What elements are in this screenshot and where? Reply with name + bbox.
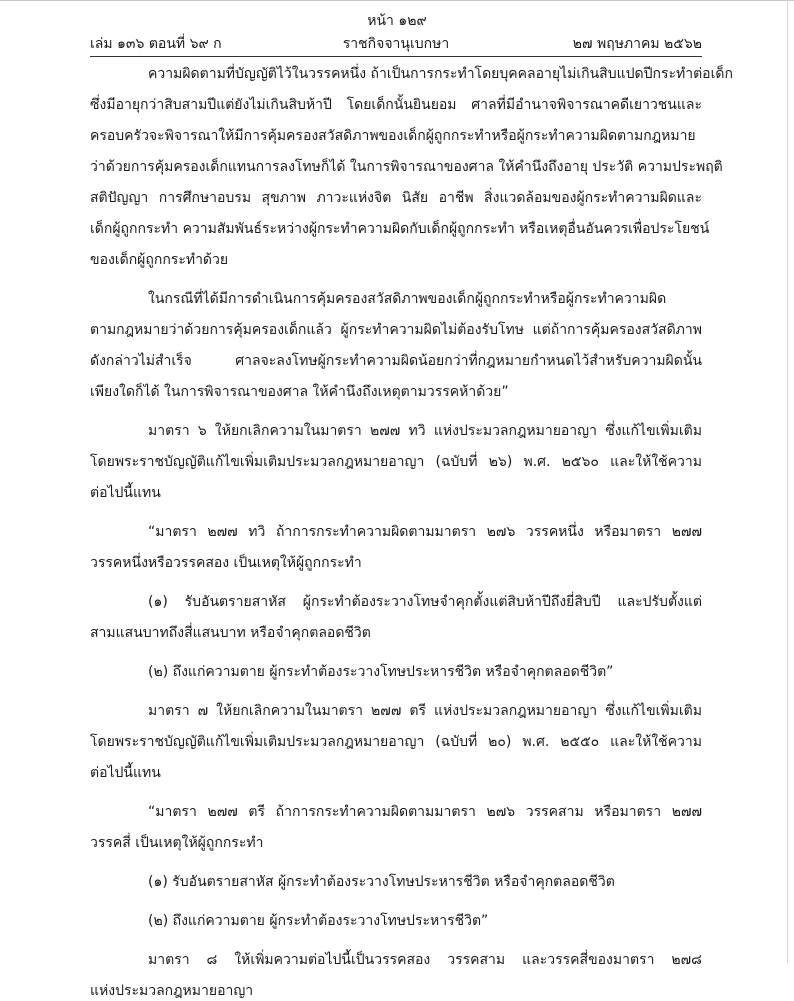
page-border-right (787, 0, 788, 963)
text-line: (๒) ถึงแก่ความตาย ผู้กระทำต้องระวางโทษประหารชีวิต หรือจำคุกตลอดชีวิต” (148, 664, 614, 680)
text-line: (๑) รับอันตรายสาหัส ผู้กระทำต้องระวางโทษจำคุกตั้งแต่สิบห้าปีถึงยี่สิบปี และปรับตั้งแต่ (148, 594, 702, 610)
text-line: ว่าด้วยการคุ้มครองเด็กแทนการลงโทษก็ได้ ในการพิจารณาของศาล ให้คำนึงถึงอายุ ประวัติ ความประพฤติ (90, 159, 723, 175)
text-line: ตามกฎหมายว่าด้วยการคุ้มครองเด็กแล้ว ผู้กระทำความผิดไม่ต้องรับโทษ แต่ถ้าการคุ้มครองสวัสดิภาพ (90, 322, 702, 338)
text-line: สติปัญญา การศึกษาอบรม สุขภาพ ภาวะแห่งจิต นิสัย อาชีพ สิ่งแวดล้อมของผู้กระทำความผิดและ (90, 190, 702, 206)
text-line: ของเด็กผู้ถูกกระทำด้วย (90, 252, 229, 268)
text-line: ต่อไปนี้แทน (90, 485, 161, 501)
gazette-header (90, 33, 702, 53)
text-line: ความผิดตามที่บัญญัติไว้ในวรรคหนึ่ง ถ้าเป็นการกระทำโดยบุคคลอายุไม่เกินสิบแปดปีกระทำต่อเด็ก (148, 66, 733, 82)
text-line: ซึ่งมีอายุกว่าสิบสามปีแต่ยังไม่เกินสิบห้าปี โดยเด็กนั้นยินยอม ศาลที่มีอำนาจพิจารณาคดีเยาวชนและ (90, 97, 702, 113)
volume-issue: เล่ม ๑๓๖ ตอนที่ ๖๙ ก (90, 36, 222, 52)
text-line: มาตรา ๗ ให้ยกเลิกความในมาตรา ๒๗๗ ตรี แห่งประมวลกฎหมายอาญา ซึ่งแก้ไขเพิ่มเติม (148, 703, 702, 719)
page-border-top (0, 0, 794, 1)
text-line: แห่งประมวลกฎหมายอาญา (90, 983, 254, 999)
text-line: “มาตรา ๒๗๗ ทวิ ถ้าการกระทำความผิดตามมาตรา ๒๗๖ วรรคหนึ่ง หรือมาตรา ๒๗๗ (148, 524, 702, 540)
text-line: (๑) รับอันตรายสาหัส ผู้กระทำต้องระวางโทษประหารชีวิต หรือจำคุกตลอดชีวิต (148, 874, 615, 890)
text-line: ในกรณีที่ได้มีการดำเนินการคุ้มครองสวัสดิภาพของเด็กผู้ถูกกระทำหรือผู้กระทำความผิด (148, 291, 667, 307)
text-line: เพียงใดก็ได้ ในการพิจารณาของศาล ให้คำนึงถึงเหตุตามวรรคห้าด้วย” (90, 384, 509, 400)
text-line: โดยพระราชบัญญัติแก้ไขเพิ่มเติมประมวลกฎหมายอาญา (ฉบับที่ ๒๐) พ.ศ. ๒๕๕๐ และให้ใช้ความ (90, 734, 702, 750)
text-line: “มาตรา ๒๗๗ ตรี ถ้าการกระทำความผิดตามมาตรา ๒๗๖ วรรคสาม หรือมาตรา ๒๗๗ (148, 804, 702, 820)
text-line: เด็กผู้ถูกกระทำ ความสัมพันธ์ระหว่างผู้กระทำความผิดกับเด็กผู้ถูกกระทำ หรือเหตุอื่นอันควรเพื่อประโยชน์ (90, 221, 710, 237)
text-line: สามแสนบาทถึงสี่แสนบาท หรือจำคุกตลอดชีวิต (90, 625, 371, 641)
publication-date: ๒๗ พฤษภาคม ๒๕๖๒ (572, 36, 702, 52)
text-line: มาตรา ๘ ให้เพิ่มความต่อไปนี้เป็นวรรคสอง วรรคสาม และวรรคสี่ของมาตรา ๒๗๘ (148, 952, 702, 968)
header-rule (90, 56, 702, 57)
text-line: วรรคหนึ่งหรือวรรคสอง เป็นเหตุให้ผู้ถูกกระทำ (90, 555, 362, 571)
text-line: โดยพระราชบัญญัติแก้ไขเพิ่มเติมประมวลกฎหมายอาญา (ฉบับที่ ๒๖) พ.ศ. ๒๕๖๐ และให้ใช้ความ (90, 454, 702, 470)
publication-name: ราชกิจจานุเบกษา (342, 36, 450, 52)
text-line: วรรคสี่ เป็นเหตุให้ผู้ถูกกระทำ (90, 835, 264, 851)
page-number: หน้า ๑๒๙ (367, 13, 427, 29)
text-line: มาตรา ๖ ให้ยกเลิกความในมาตรา ๒๗๗ ทวิ แห่งประมวลกฎหมายอาญา ซึ่งแก้ไขเพิ่มเติม (148, 423, 702, 439)
text-line: (๒) ถึงแก่ความตาย ผู้กระทำต้องระวางโทษประหารชีวิต” (148, 913, 489, 929)
text-line: ครอบครัวจะพิจารณาให้มีการคุ้มครองสวัสดิภาพของเด็กผู้ถูกกระทำหรือผู้กระทำความผิดตามกฎหมาย (90, 128, 696, 144)
text-line: ต่อไปนี้แทน (90, 765, 161, 781)
text-line: ดังกล่าวไม่สำเร็จ ศาลจะลงโทษผู้กระทำความผิดน้อยกว่าที่กฎหมายกำหนดไว้สำหรับความผิดนั้น (90, 353, 702, 369)
